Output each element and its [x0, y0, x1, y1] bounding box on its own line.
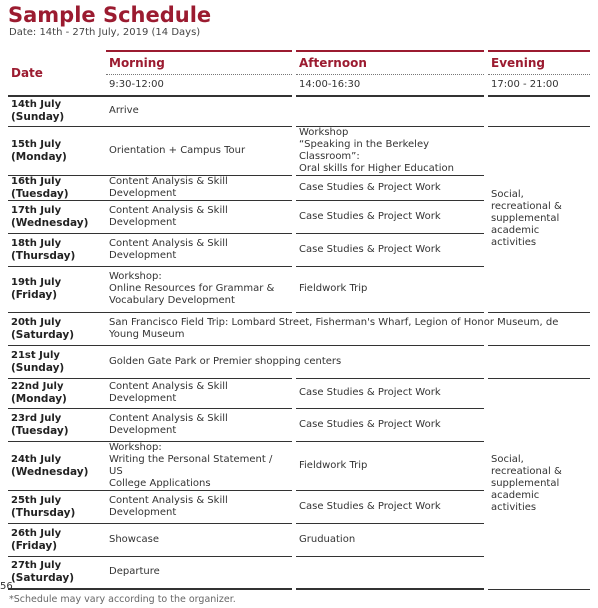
schedule-body	[8, 96, 590, 589]
row-date-label: 16th July	[11, 175, 62, 187]
row-afternoon: Case Studies & Project Work	[294, 175, 486, 200]
evening-activities: Social, recreational & supplemental academic activities	[486, 378, 590, 589]
row-morning: Departure	[106, 556, 294, 589]
row-afternoon: Case Studies & Project Work	[294, 490, 486, 523]
row-morning: Content Analysis & Skill Development	[106, 408, 294, 441]
row-date	[8, 490, 106, 523]
row-date-label: 14th July	[11, 99, 62, 111]
row-morning: Content Analysis & Skill Development	[106, 233, 294, 266]
row-date	[8, 175, 106, 200]
row-day-label: (Sunday)	[11, 361, 65, 374]
row-date-label: 18th July	[11, 237, 62, 249]
row-day-label: (Saturday)	[11, 572, 75, 585]
row-date-label: 26th July	[11, 527, 62, 539]
row-date	[8, 408, 106, 441]
row-date-label: 22nd July	[11, 381, 64, 392]
row-afternoon	[294, 556, 486, 589]
footnote: *Schedule may vary according to the organizer.	[9, 594, 236, 605]
header-morning: Morning	[106, 51, 294, 75]
row-afternoon: Fieldwork Trip	[294, 441, 486, 490]
row-date-label: 17th July	[11, 204, 62, 216]
row-date	[8, 126, 106, 175]
row-morning: Content Analysis & Skill Development	[106, 378, 294, 408]
row-morning: Workshop: Online Resources for Grammar & Vocabulary Development	[106, 266, 294, 312]
page-subtitle: Date: 14th - 27th July, 2019 (14 Days)	[9, 27, 201, 38]
row-afternoon: Workshop “Speaking in the Berkeley Classroom”: Oral skills for Higher Education	[294, 126, 486, 175]
row-date-label: 15th July	[11, 138, 62, 150]
table-row	[8, 96, 590, 126]
row-date	[8, 378, 106, 408]
row-date	[8, 96, 106, 126]
row-afternoon: Case Studies & Project Work	[294, 200, 486, 233]
header-afternoon: Afternoon	[294, 51, 486, 75]
time-morning: 9:30-12:00	[106, 75, 294, 97]
row-date-label: 24th July	[11, 453, 62, 465]
row-date-label: 25th July	[11, 494, 62, 506]
row-date	[8, 556, 106, 589]
table-row	[8, 345, 590, 378]
row-evening-empty	[486, 345, 590, 378]
row-date-label: 20th July	[11, 316, 62, 328]
row-date-label: 19th July	[11, 277, 62, 288]
row-date	[8, 441, 106, 490]
row-day-label: (Sunday)	[11, 111, 65, 124]
row-date	[8, 312, 106, 345]
row-day-label: (Tuesday)	[11, 187, 69, 200]
time-afternoon: 14:00-16:30	[294, 75, 486, 97]
row-morning: Showcase	[106, 523, 294, 556]
row-morning: Orientation + Campus Tour	[106, 126, 294, 175]
row-day-label: (Wednesday)	[11, 465, 89, 478]
row-afternoon: Case Studies & Project Work	[294, 378, 486, 408]
table-row	[8, 126, 590, 175]
row-date-label: 27th July	[11, 560, 62, 572]
row-morning: Workshop: Writing the Personal Statement / US College Applications	[106, 441, 294, 490]
row-morning: Content Analysis & Skill Development	[106, 490, 294, 523]
page-number: 56	[0, 581, 13, 592]
row-date-label: 23rd July	[11, 412, 62, 424]
row-afternoon: Gruduation	[294, 523, 486, 556]
header-row	[8, 51, 590, 75]
row-morning: Arrive	[106, 96, 294, 126]
row-day-label: (Thursday)	[11, 249, 76, 262]
row-day-label: (Monday)	[11, 150, 67, 163]
evening-activities: Social, recreational & supplemental academic activities	[486, 126, 590, 312]
row-day-label: (Monday)	[11, 393, 67, 405]
header-date: Date	[8, 51, 106, 96]
row-date-label: 21st July	[11, 349, 60, 361]
row-day-label: (Wednesday)	[11, 216, 89, 229]
table-row	[8, 378, 590, 408]
row-day-label: (Tuesday)	[11, 424, 69, 437]
row-day-label: (Thursday)	[11, 506, 76, 519]
row-date	[8, 266, 106, 312]
time-evening: 17:00 - 21:00	[486, 75, 590, 97]
row-date	[8, 200, 106, 233]
row-full-day: Golden Gate Park or Premier shopping centers	[106, 345, 486, 378]
table-row	[8, 312, 590, 345]
row-afternoon: Case Studies & Project Work	[294, 408, 486, 441]
row-morning: Content Analysis & Skill Development	[106, 175, 294, 200]
row-morning: Content Analysis & Skill Development	[106, 200, 294, 233]
row-day-label: (Friday)	[11, 289, 57, 301]
row-date	[8, 345, 106, 378]
row-date	[8, 233, 106, 266]
row-day-label: (Saturday)	[11, 328, 75, 341]
schedule-table	[8, 50, 590, 590]
row-evening-empty	[486, 96, 590, 126]
row-afternoon	[294, 96, 486, 126]
row-date	[8, 523, 106, 556]
header-evening: Evening	[486, 51, 590, 75]
row-full-day: San Francisco Field Trip: Lombard Street, Fisherman's Wharf, Legion of Honor Museum, de Young Museum	[106, 312, 590, 345]
row-afternoon: Case Studies & Project Work	[294, 233, 486, 266]
row-afternoon: Fieldwork Trip	[294, 266, 486, 312]
page-title: Sample Schedule	[8, 3, 212, 27]
row-day-label: (Friday)	[11, 539, 57, 552]
